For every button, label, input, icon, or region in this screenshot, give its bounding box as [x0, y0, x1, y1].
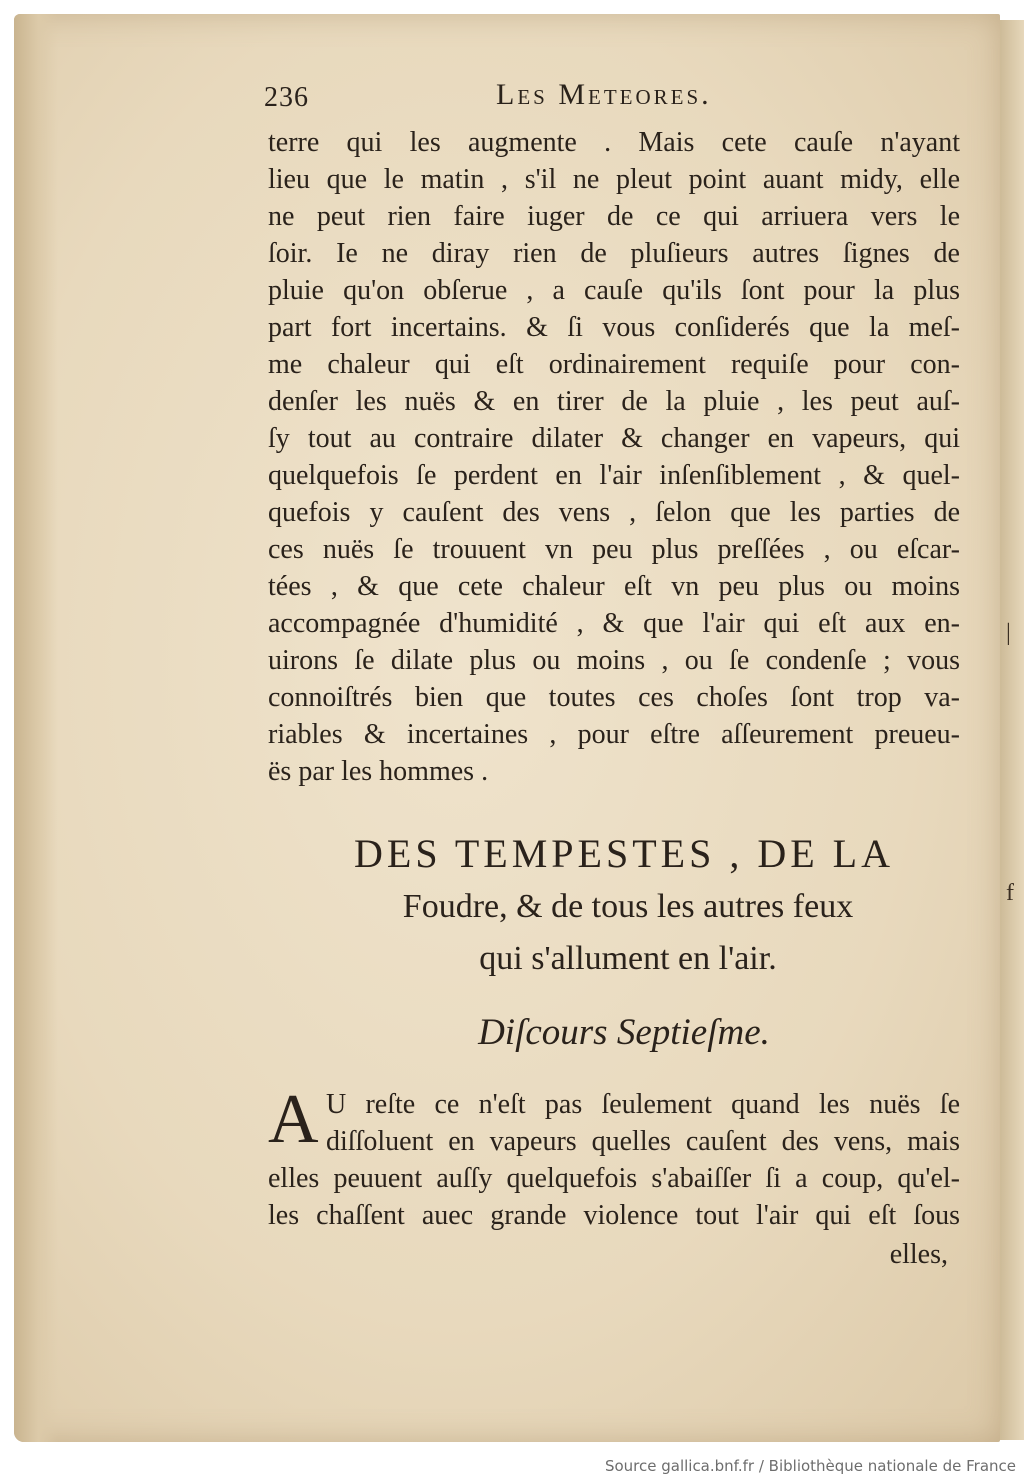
discourse-heading: Diſcours Septieſme.: [478, 1012, 770, 1053]
opening-paragraph: [268, 1081, 960, 1234]
running-head: [264, 78, 960, 124]
edge-mark: |: [1006, 620, 1011, 646]
body-line: elles peuuent auſſy quelquefois s'abaiſſer ſi a coup, qu'el-: [268, 1163, 960, 1194]
source-credit: Source gallica.bnf.fr / Bibliothèque nationale de France: [604, 1457, 1016, 1475]
body-line: me chaleur qui eſt ordinairement requiſe pour con-: [268, 349, 960, 380]
body-line: tées , & que cete chaleur eſt vn peu plus ou moins: [268, 571, 960, 602]
binding-shadow: [14, 14, 58, 1442]
body-line: pluie qu'on obſerue , a cauſe qu'ils ſont pour la plus: [268, 275, 960, 306]
body-line: ſoir. Ie ne diray rien de pluſieurs autres ſignes de: [268, 238, 960, 269]
body-line: les chaſſent auec grande violence tout l'air qui eſt ſous: [268, 1200, 960, 1231]
section-subtitle: Foudre, & de tous les autres feux: [402, 888, 854, 925]
body-line: terre qui les augmente . Mais cete cauſe n'ayant: [268, 127, 960, 158]
body-line: lieu que le matin , s'il ne pleut point auant midy, elle: [268, 164, 960, 195]
page-number: 236: [264, 82, 309, 113]
body-line: ës par les hommes .: [268, 756, 489, 787]
body-line: quefois y cauſent des vens , ſelon que les parties de: [268, 497, 960, 528]
adjacent-page-edge: [1000, 20, 1024, 1440]
body-line: U reſte ce n'eſt pas ſeulement quand les nuës ſe: [326, 1089, 960, 1120]
body-line: connoiſtrés bien que toutes ces choſes ſont trop va-: [268, 682, 960, 713]
section-subtitle: qui s'allument en l'air.: [479, 940, 777, 977]
body-text: [268, 124, 960, 790]
section-title: DES TEMPESTES , DE LA: [354, 831, 894, 876]
body-line: part fort incertains. & ſi vous conſiderés que la meſ-: [268, 312, 960, 343]
body-line: diſſoluent en vapeurs quelles cauſent des vens, mais: [326, 1126, 960, 1157]
edge-mark: f: [1006, 880, 1014, 906]
catchword: elles,: [889, 1239, 948, 1270]
page-content: [264, 78, 960, 1273]
body-line: denſer les nuës & en tirer de la pluie , les peut auſ-: [268, 386, 960, 417]
body-line: uirons ſe dilate plus ou moins , ou ſe condenſe ; vous: [268, 645, 960, 676]
body-line: ſy tout au contraire dilater & changer en vapeurs, qui: [268, 423, 960, 454]
drop-cap: A: [268, 1081, 319, 1158]
running-title: Les Meteores.: [496, 78, 712, 111]
body-line: accompagnée d'humidité , & que l'air qui eſt aux en-: [268, 608, 960, 639]
body-line: riables & incertaines , pour eſtre aſſeurement preueu-: [268, 719, 960, 750]
body-line: ces nuës ſe trouuent vn peu plus preſſées , ou eſcar-: [268, 534, 960, 565]
body-line: ne peut rien faire iuger de ce qui arriuera vers le: [268, 201, 960, 232]
body-line: quelquefois ſe perdent en l'air inſenſiblement , & quel-: [268, 460, 960, 491]
